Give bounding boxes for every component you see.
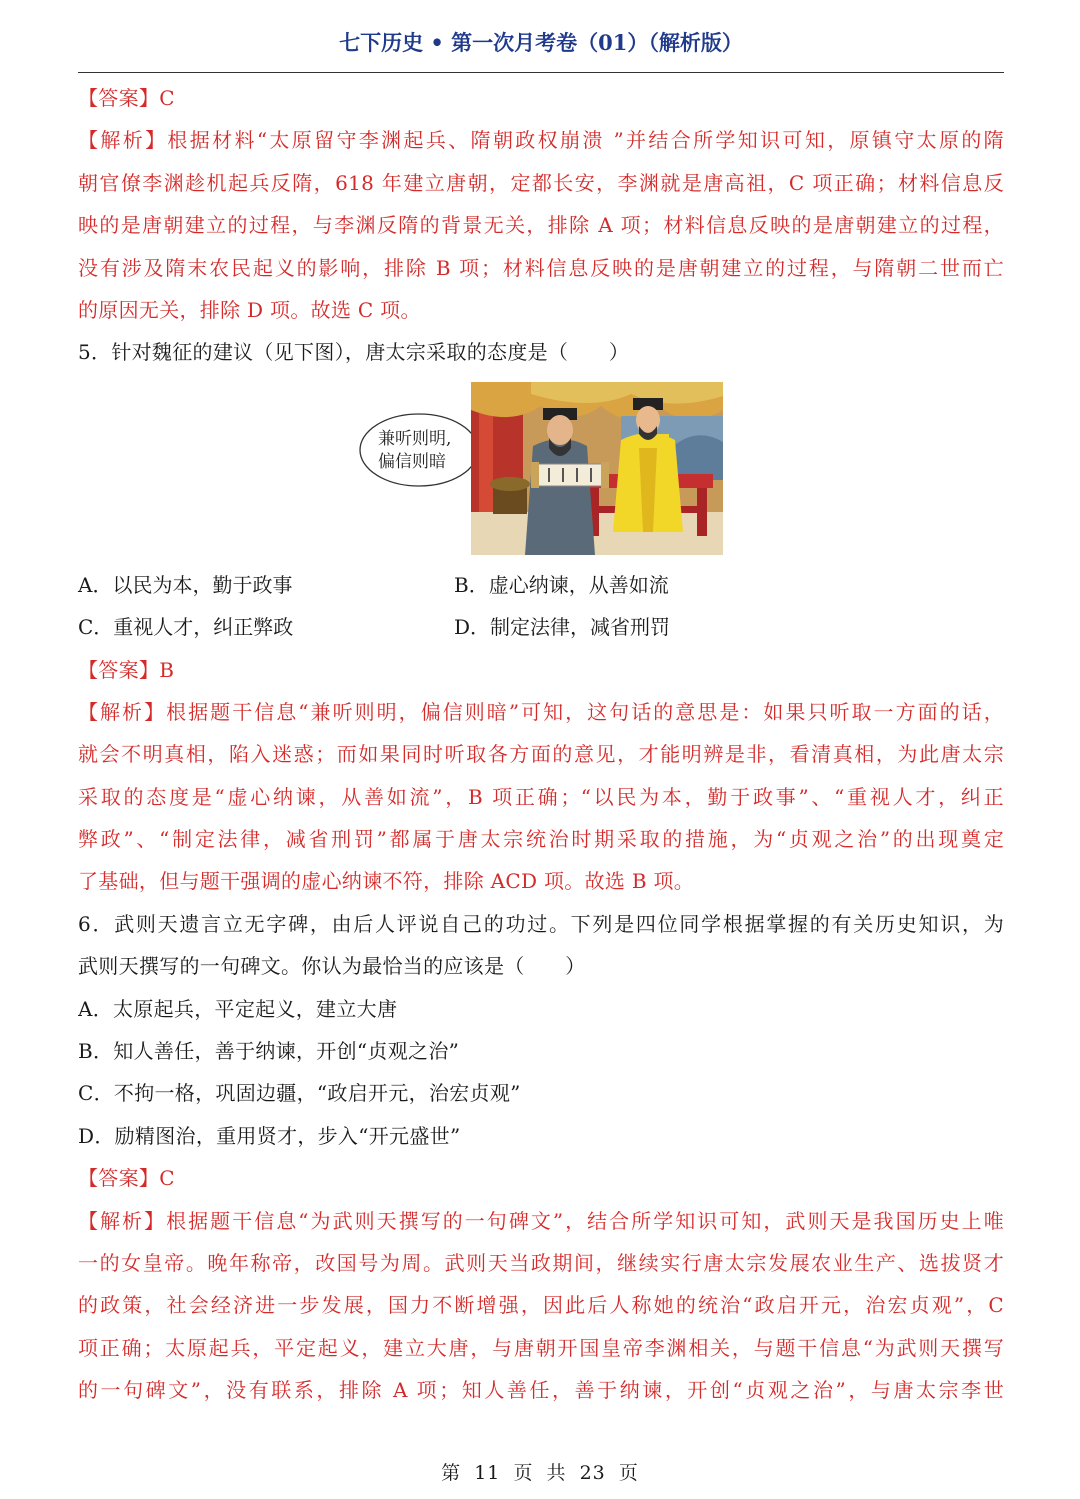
footer-label: 第 [441,1462,462,1484]
q6-answer: 【答案】C [78,1166,175,1191]
q5-figure [78,374,1004,564]
header-title: 七下历史 • 第一次月考卷（01）（解析版） [339,30,743,55]
painting [471,382,723,555]
footer-current-page: 11 [474,1462,501,1484]
q5-option-d: D．制定法律，减省刑罚 [454,615,671,640]
q5-option-c: C．重视人才，纠正弊政 [78,615,294,640]
illustration-weizheng-taizong [78,374,1004,564]
q6-analysis-line: 的政策，社会经济进一步发展，国力不断增强，因此后人称她的统治“政启开元，治宏贞观”，C [78,1293,1004,1318]
q5-analysis-line: 就会不明真相，陷入迷惑；而如果同时听取各方面的意见，才能明辨是非，看清真相，为此唐太宗 [78,742,1004,767]
page-content [78,77,1004,1412]
q5-analysis-line: 弊政”、“制定法律，减省刑罚”都属于唐太宗统治时期采取的措施，为“贞观之治”的出现奠定 [78,827,1004,852]
q5-answer: 【答案】B [78,657,175,682]
page-footer [0,1458,1080,1485]
footer-total-pages: 23 [579,1462,606,1484]
speech-bubble [360,414,478,486]
q6-stem-line: 6．武则天遗言立无字碑，由后人评说自己的功过。下列是四位同学根据掌握的有关历史知识，为 [78,911,1004,936]
q6-analysis-line: 的一句碑文”，没有联系，排除 A 项；知人善任，善于纳谏，开创“贞观之治”，与唐太宗李世 [78,1378,1004,1403]
q6-option-b: B．知人善任，善于纳谏，开创“贞观之治” [78,1039,460,1064]
q4-analysis-line: 朝官僚李渊趁机起兵反隋，618 年建立唐朝，定都长安，李渊就是唐高祖，C 项正确；材料信息反 [78,170,1004,195]
q6-option-d: D．励精图治，重用贤才，步入“开元盛世” [78,1123,461,1148]
bubble-text-line1: 兼听则明, [378,428,452,449]
q6-option-c: C．不拘一格，巩固边疆，“政启开元，治宏贞观” [78,1081,521,1106]
q5-option-b: B．虚心纳谏，从善如流 [454,572,669,597]
q5-options-row [78,606,1004,648]
q6-stem-line: 武则天撰写的一句碑文。你认为最恰当的应该是（ ） [78,954,586,979]
q4-analysis-line: 没有涉及隋末农民起义的影响，排除 B 项；材料信息反映的是唐朝建立的过程，与隋朝二世而亡 [78,255,1004,280]
q4-analysis-line: 的原因无关，排除 D 项。故选 C 项。 [78,297,421,322]
page-header [78,28,1004,73]
q6-analysis-line: 【解析】根据题干信息“为武则天撰写的一句碑文”，结合所学知识可知，武则天是我国历史上唯 [78,1208,1004,1233]
q5-options-row [78,564,1004,606]
q5-option-a: A．以民为本，勤于政事 [78,572,293,597]
q4-analysis-line: 【解析】根据材料“太原留守李渊起兵、隋朝政权崩溃 ”并结合所学知识可知，原镇守太原的隋 [78,128,1004,153]
q4-answer: 【答案】C [78,86,175,110]
footer-label: 页 [513,1462,534,1484]
footer-label: 共 [546,1462,567,1484]
q6-analysis-line: 项正确；太原起兵，平定起义，建立大唐，与唐朝开国皇帝李渊相关，与题干信息“为武则天撰写 [78,1335,1004,1360]
q5-stem: 5．针对魏征的建议（见下图），唐太宗采取的态度是（ ） [78,340,630,365]
footer-label: 页 [618,1462,639,1484]
q6-analysis-line: 一的女皇帝。晚年称帝，改国号为周。武则天当政期间，继续实行唐太宗发展农业生产、选拔贤才 [78,1250,1004,1275]
bubble-text-line2: 偏信则暗 [378,451,446,472]
q5-analysis-line: 【解析】根据题干信息“兼听则明，偏信则暗”可知，这句话的意思是：如果只听取一方面的话， [78,699,1004,724]
q5-analysis-line: 采取的态度是“虚心纳谏，从善如流”，B 项正确；“以民为本，勤于政事”、“重视人才，纠正 [78,784,1004,809]
q4-analysis-line: 映的是唐朝建立的过程，与李渊反隋的背景无关，排除 A 项；材料信息反映的是唐朝建立的过程， [78,213,1004,238]
q5-analysis-line: 了基础，但与题干强调的虚心纳谏不符，排除 ACD 项。故选 B 项。 [78,869,695,894]
q6-option-a: A．太原起兵，平定起义，建立大唐 [78,996,398,1021]
